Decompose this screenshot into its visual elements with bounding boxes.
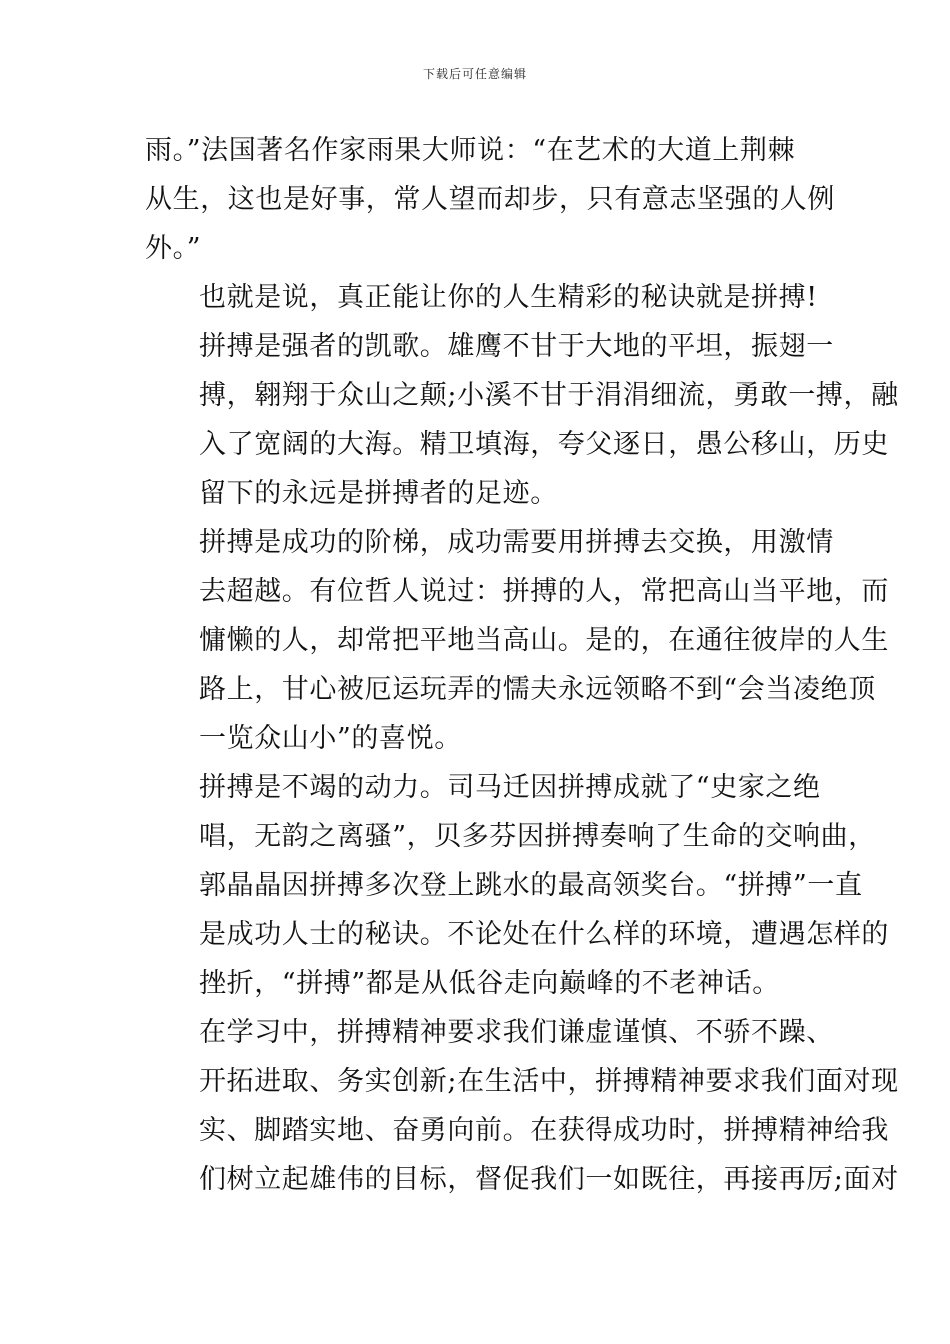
paragraph	[145, 322, 899, 518]
text-line: 一览众山小”的喜悦。	[199, 723, 462, 754]
text-line: 拼搏是不竭的动力。司马迁因拼搏成就了“史家之绝	[199, 772, 821, 803]
text-line: 实、脚踏实地、奋勇向前。在获得成功时，拼搏精神给我	[199, 1115, 889, 1146]
paragraph	[145, 126, 835, 273]
paragraph	[145, 1008, 899, 1204]
text-line: 郭晶晶因拼搏多次登上跳水的最高领奖台。“拼搏”一直	[199, 870, 863, 901]
text-line: 是成功人士的秘诀。不论处在什么样的环境，遭遇怎样的	[199, 919, 889, 950]
body-text	[145, 126, 899, 1204]
paragraph	[145, 273, 818, 322]
text-line: 外。”	[145, 233, 202, 264]
text-line: 入了宽阔的大海。精卫填海，夸父逐日，愚公移山，历史	[199, 429, 889, 460]
text-line: 们树立起雄伟的目标，督促我们一如既往，再接再厉;面对	[199, 1164, 899, 1195]
text-line: 留下的永远是拼搏者的足迹。	[199, 478, 558, 509]
text-line: 慵懒的人，却常把平地当高山。是的，在通往彼岸的人生	[199, 625, 889, 656]
text-line: 拼搏是成功的阶梯，成功需要用拼搏去交换，用激情	[199, 527, 834, 558]
text-line: 去超越。有位哲人说过：拼搏的人，常把高山当平地，而	[199, 576, 889, 607]
text-line: 路上，甘心被厄运玩弄的懦夫永远领略不到“会当凌绝顶	[199, 674, 876, 705]
text-line: 雨。”法国著名作家雨果大师说：“在艺术的大道上荆棘	[145, 135, 796, 166]
text-line: 唱，无韵之离骚”，贝多芬因拼搏奏响了生命的交响曲，	[199, 821, 876, 852]
page-header: 下载后可任意编辑	[422, 67, 527, 81]
text-line: 搏，翱翔于众山之颠;小溪不甘于涓涓细流，勇敢一搏，融	[199, 380, 899, 411]
text-line: 在学习中，拼搏精神要求我们谦虚谨慎、不骄不躁、	[199, 1017, 834, 1048]
text-line: 从生，这也是好事，常人望而却步，只有意志坚强的人例	[145, 184, 835, 215]
paragraph	[145, 763, 889, 1008]
text-line: 挫折，“拼搏”都是从低谷走向巅峰的不老神话。	[199, 968, 780, 999]
paragraph	[145, 518, 889, 763]
text-line: 开拓进取、务实创新;在生活中，拼搏精神要求我们面对现	[199, 1066, 899, 1097]
text-line: 拼搏是强者的凯歌。雄鹰不甘于大地的平坦，振翅一	[199, 331, 834, 362]
text-line: 也就是说，真正能让你的人生精彩的秘诀就是拼搏!	[199, 282, 818, 313]
